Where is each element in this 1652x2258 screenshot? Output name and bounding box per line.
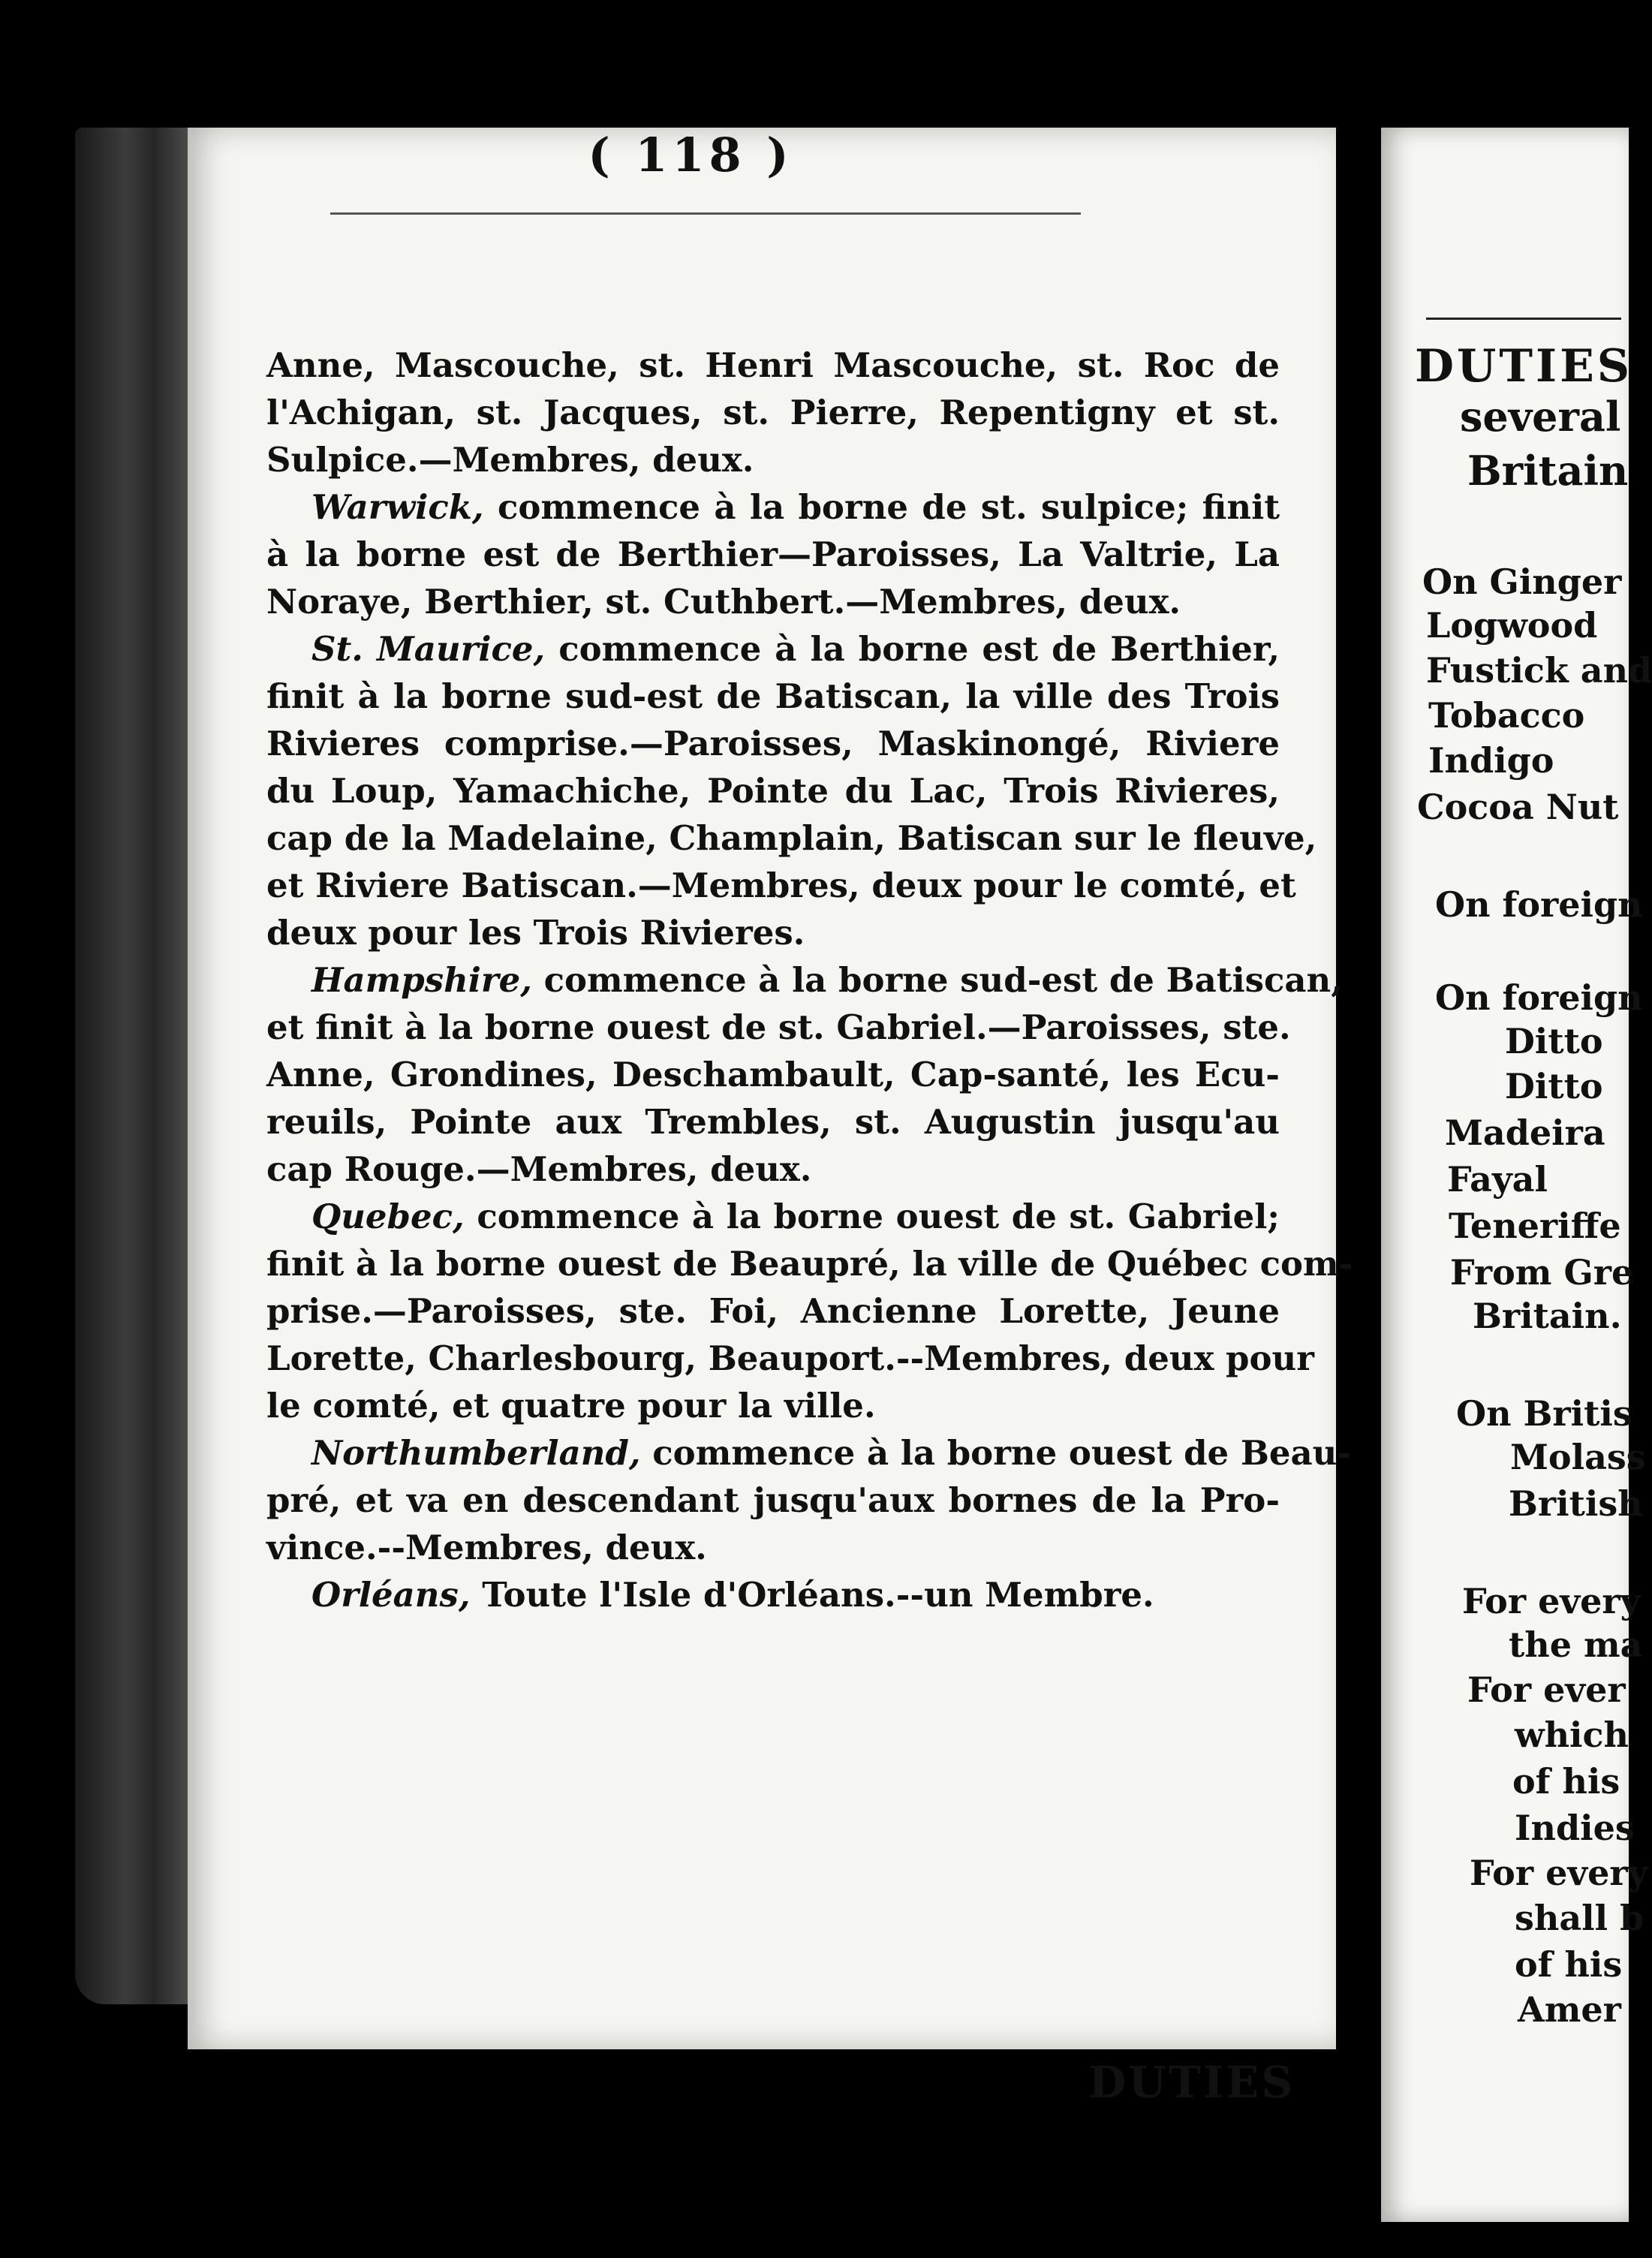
duty-item: On Britis (1456, 1393, 1632, 1434)
right-page-subheading: Britain (1467, 447, 1629, 495)
text-line: pré, et va en descendant jusqu'aux bornes de la Pro- (266, 1480, 1280, 1520)
text-line: du Loup, Yamachiche, Pointe du Lac, Trois Rivieres, (266, 771, 1280, 811)
text-line: et Riviere Batiscan.—Membres, deux pour le comté, et (266, 866, 1296, 905)
county-name: Hampshire, (311, 960, 532, 1000)
line-text: commence à la borne ouest de Beau- (652, 1433, 1352, 1473)
left-page-text (266, 342, 1353, 1618)
duty-item: For every (1462, 1581, 1641, 1621)
text-line: et finit à la borne ouest de st. Gabriel.—Paroisses, ste. (266, 1007, 1291, 1047)
duty-item: Ditto (1505, 1066, 1603, 1106)
county-name: Northumberland, (311, 1433, 641, 1473)
text-line: prise.—Paroisses, ste. Foi, Ancienne Lorette, Jeune (266, 1291, 1280, 1331)
duty-item: Indies (1515, 1808, 1635, 1848)
text-line: cap Rouge.—Membres, deux. (266, 1149, 812, 1189)
duty-item: On foreign (1435, 977, 1643, 1018)
duty-item: Cocoa Nut (1417, 787, 1619, 827)
duty-item: Madeira (1445, 1112, 1605, 1153)
county-name: St. Maurice, (311, 629, 546, 669)
duty-item: Fustick and (1426, 650, 1652, 691)
duty-item: of his (1512, 1761, 1620, 1802)
duty-item: Fayal (1447, 1159, 1548, 1200)
top-rule (330, 212, 1081, 215)
duty-item: Tobacco (1428, 695, 1585, 736)
duty-item: which (1515, 1715, 1629, 1755)
text-line: Sulpice.—Membres, deux. (266, 440, 754, 480)
duty-item: shall b (1515, 1898, 1644, 1938)
duty-item: Logwood (1426, 605, 1598, 646)
duty-item: Indigo (1428, 740, 1554, 781)
text-line: reuils, Pointe aux Trembles, st. Augustin jusqu'au (266, 1102, 1280, 1142)
right-page-rule (1426, 318, 1621, 320)
text-line (266, 483, 1280, 531)
duty-item: Molass (1510, 1437, 1646, 1477)
line-text: Toute l'Isle d'Orléans.--un Membre. (482, 1575, 1154, 1615)
duty-item: the ma (1509, 1624, 1643, 1665)
duty-item: Ditto (1505, 1021, 1603, 1061)
line-text: commence à la borne ouest de st. Gabriel; (477, 1197, 1280, 1236)
line-text: commence à la borne est de Berthier, (558, 629, 1280, 669)
text-line: Anne, Grondines, Deschambault, Cap-santé, les Ecu- (266, 1055, 1280, 1094)
text-line: Rivieres comprise.—Paroisses, Maskinongé, Riviere (266, 724, 1280, 763)
line-text: commence à la borne sud-est de Batiscan, (543, 960, 1343, 1000)
text-line: Noraye, Berthier, st. Cuthbert.—Membres, deux. (266, 582, 1181, 622)
duty-item: Teneriffe (1449, 1206, 1621, 1246)
page-number: ( 118 ) (588, 128, 793, 182)
right-page-subheading: several (1460, 393, 1621, 441)
text-line (266, 625, 1280, 673)
text-line: Anne, Mascouche, st. Henri Mascouche, st. Roc de (266, 345, 1280, 385)
county-name: Quebec, (311, 1197, 465, 1236)
text-line (266, 1193, 1280, 1240)
duty-item: For ever (1467, 1669, 1626, 1710)
text-line: le comté, et quatre pour la ville. (266, 1386, 876, 1426)
text-line: finit à la borne ouest de Beaupré, la ville de Québec com- (266, 1244, 1353, 1284)
text-line: l'Achigan, st. Jacques, st. Pierre, Repentigny et st. (266, 393, 1280, 432)
duty-item: On Ginger (1422, 561, 1622, 602)
text-line (266, 1571, 1280, 1618)
text-line: à la borne est de Berthier—Paroisses, La Valtrie, La (266, 534, 1280, 574)
text-line (266, 956, 1343, 1004)
catchword: DUTIES (1088, 2057, 1295, 2108)
text-line: deux pour les Trois Rivieres. (266, 913, 805, 953)
duty-item: Britain. (1473, 1296, 1622, 1336)
county-name: Warwick, (311, 487, 484, 527)
text-line: Lorette, Charlesbourg, Beauport.--Membres, deux pour (266, 1338, 1314, 1378)
line-text: commence à la borne de st. sulpice; finit (497, 487, 1280, 527)
book-spine (75, 128, 188, 2004)
text-line: vince.--Membres, deux. (266, 1528, 707, 1567)
duty-item: Amer (1518, 1989, 1621, 2030)
text-line (266, 1429, 1352, 1477)
duty-item: From Gre (1450, 1252, 1634, 1293)
duty-item: British (1509, 1483, 1643, 1524)
right-page-heading: DUTIES (1415, 340, 1633, 393)
text-line: finit à la borne sud-est de Batiscan, la ville des Trois (266, 676, 1280, 716)
text-line: cap de la Madelaine, Champlain, Batiscan sur le fleuve, (266, 818, 1317, 858)
county-name: Orléans, (311, 1575, 471, 1615)
duty-item: of his (1515, 1944, 1623, 1985)
duty-item: For every (1470, 1853, 1648, 1893)
duty-item: On foreign (1435, 884, 1643, 925)
